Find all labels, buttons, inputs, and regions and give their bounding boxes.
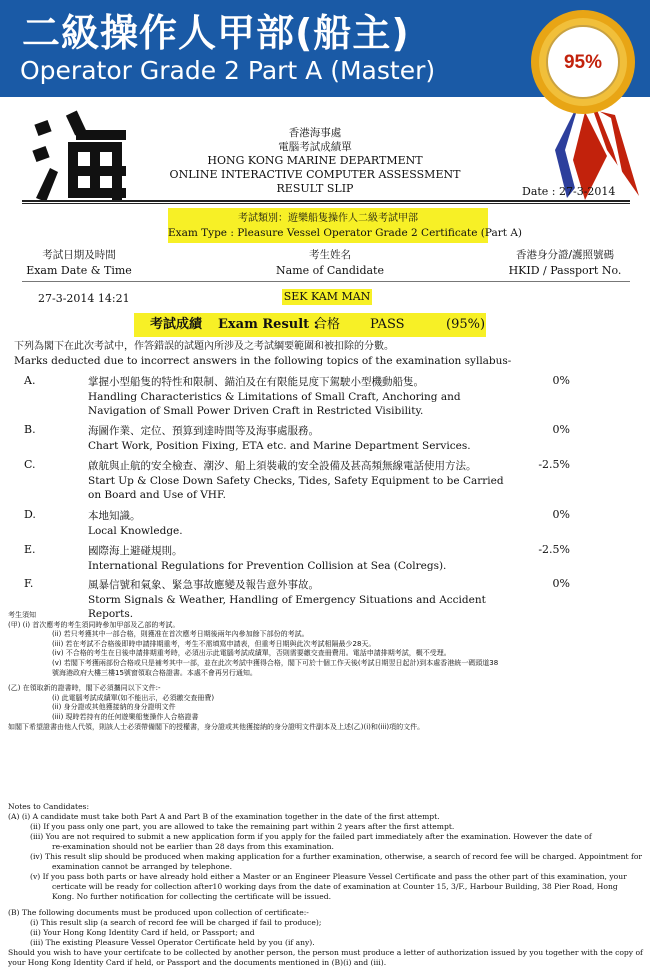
note-line: (A) (i) A candidate must take both Part A and Part B of the examination together in the date of the first attempt.	[8, 812, 440, 821]
marine-department-logo-icon	[30, 108, 130, 204]
candidate-name-value: SEK KAM MAN	[283, 290, 371, 303]
topic-title-zh: 掌握小型船隻的特性和限制、錨泊及在有限能見度下駕駛小型機動船隻。	[88, 376, 424, 388]
topic-title-zh: 啟航與止航的安全檢查、潮汐、船上須裝載的安全設備及甚高頻無線電話使用方法。	[88, 460, 477, 472]
note-line: (ii) Your Hong Kong Identity Card if held, or Passport; and	[30, 928, 255, 937]
note-line: (v) If you pass both parts or have already hold either a Master or an Engineer Pleasure Vessel Certificate and pass the other part of this examination, your	[30, 872, 627, 881]
topic-title-en: Start Up & Close Down Safety Checks, Tides, Safety Equipment to be Carried on Board and Use of VHF.	[88, 475, 504, 501]
columns-divider	[22, 281, 630, 282]
note-line: (i) 此電腦考試成績單(如不能出示，必須繳交查冊費)	[52, 693, 215, 702]
banner-title-zh: 二級操作人甲部(船主)	[22, 11, 410, 55]
exam-datetime-value: 27-3-2014 14:21	[38, 292, 130, 305]
note-line: Should you wish to have your certifcate to be collected by another person, the person must produce a letter of authorization issued by you together with the copy of	[8, 948, 643, 957]
result-percent: (95%)	[446, 317, 486, 332]
note-line: 考生須知	[8, 611, 36, 619]
note-line: Kong. No further notification for collecting the certificate will be issued.	[52, 892, 332, 901]
topic-deduction: 0%	[552, 508, 570, 521]
notes-to-candidates-zh	[8, 611, 648, 732]
topic-letter: E.	[24, 543, 36, 556]
dept-name-zh: 香港海事處	[288, 127, 342, 139]
notes-to-candidates-en	[8, 802, 648, 968]
issue-date: Date : 27-3-2014	[522, 185, 616, 198]
header-divider-thin	[22, 203, 630, 204]
note-line: (ii) 身分證或其他獲接納的身分證明文件	[52, 703, 176, 712]
dept-name-en: HONG KONG MARINE DEPARTMENT	[207, 154, 423, 167]
award-rosette-icon	[515, 0, 650, 200]
exam-result-box	[134, 313, 486, 337]
result-label-en: Exam Result :	[218, 317, 319, 332]
topic-title-en: Chart Work, Position Fixing, ETA etc. and Marine Department Services.	[88, 440, 471, 452]
exam-type-zh: 考試類別：遊樂船隻操作人二級考試甲部	[238, 213, 418, 224]
exam-date-header: 考試日期及時間 Exam Date & Time	[26, 249, 132, 277]
score-badge: 95%	[563, 52, 603, 73]
note-line: (B) The following documents must be produced upon collection of certificate:-	[8, 908, 309, 917]
result-value-zh: 合格	[314, 317, 341, 332]
note-line: 號海港政府大樓三樓15號窗領取合格證書。本處不會再另行通知。	[52, 668, 257, 677]
topic-deduction: -2.5%	[538, 458, 570, 471]
topic-letter: F.	[24, 577, 34, 590]
topic-title-zh: 風暴信號和氣象、緊急事故應變及報告意外事故。	[88, 579, 319, 591]
note-line: (甲) (i) 首次應考的考生須同時參加甲部及乙部的考試。	[8, 620, 180, 629]
note-line: your Hong Kong Identity Card if held, or Passport and the documents mentioned in (B)(i) and (iii).	[8, 958, 387, 967]
note-line: (ii) If you pass only one part, you are allowed to take the remaining part within 2 years after the first attempt.	[30, 822, 455, 831]
note-line: (iv) 不合格的考生在日後申請排期重考時，必須出示此電腦考試成績單，否則需要繳交查冊費用。電話申請排期考試，概不受理。	[52, 649, 451, 658]
result-label-zh: 考試成績	[150, 317, 203, 332]
note-line: (iii) 若在考試不合格後即時申請排期重考，考生不需填寫申請表，但重考日期與此次考試相隔最少28天。	[52, 639, 376, 648]
topic-deduction: 0%	[552, 423, 570, 436]
header-divider	[22, 200, 630, 202]
assessment-name-en: ONLINE INTERACTIVE COMPUTER ASSESSMENT	[169, 168, 461, 181]
banner-title-en: Operator Grade 2 Part A (Master)	[20, 56, 436, 85]
deduction-intro: 下列為閣下在此次考試中，作答錯誤的試題內所涉及之考試綱要範圍和被扣除的分數。 Marks deducted due to incorrect answers in the following topics of the examination syllabus-	[14, 341, 512, 367]
id-header: 香港身分證/護照號碼 HKID / Passport No.	[508, 249, 622, 277]
note-line: (乙) 在領取新的證書時，閣下必須攜同以下文件:-	[8, 684, 161, 693]
topic-letter: B.	[24, 423, 36, 436]
topic-title-zh: 國際海上避碰規則。	[88, 545, 183, 557]
topic-deduction: 0%	[552, 374, 570, 387]
topic-title-en: Handling Characteristics & Limitations of Small Craft, Anchoring and Navigation of Small Power Driven Craft in Restricted Visibility.	[88, 391, 461, 417]
result-value-en: PASS	[370, 317, 405, 332]
note-line: examination cannot be arranged by telephone.	[52, 862, 233, 871]
topic-title-en: Storm Signals & Weather, Handling of Emergency Situations and Accident Reports.	[88, 594, 486, 620]
topic-title-zh: 海圖作業、定位、預算到達時間等及海事處服務。	[88, 425, 319, 437]
result-slip-title: RESULT SLIP	[276, 182, 354, 195]
topic-letter: A.	[24, 374, 36, 387]
note-line: (i) This result slip (a search of record fee will be charged if fail to produce);	[30, 918, 322, 927]
note-line: (iii) 現時若持有的任何遊樂船隻操作人合格證書	[52, 712, 199, 721]
topic-letter: C.	[24, 458, 36, 471]
exam-type-box	[168, 208, 523, 243]
topic-title-en: International Regulations for Prevention Collision at Sea (Colregs).	[88, 560, 447, 572]
topic-deduction: 0%	[552, 577, 570, 590]
candidate-name-header: 考生姓名 Name of Candidate	[276, 249, 384, 277]
note-line: Notes to Candidates:	[8, 802, 90, 811]
note-line: 如閣下希望證書由他人代領，則該人士必須帶備閣下的授權書，身分證或其他獲接納的身分證明文件副本及上述(乙)(i)和(iii)項的文件。	[8, 722, 425, 731]
note-line: certicate will be ready for collection after10 working days from the date of examination at Counter 15, 3/F., Harbour Building, 38 Pier Road, Hong	[52, 882, 618, 891]
topic-deduction: -2.5%	[538, 543, 570, 556]
note-line: (v) 若閣下考獲兩部份合格或只是補考其中一部，並在此次考試中獲得合格，閣下可於十個工作天後(考試日期翌日起計)到本處香港統一碼頭道38	[52, 658, 499, 667]
topic-letter: D.	[24, 508, 36, 521]
note-line: re-examination should not be earlier than 28 days from this examination.	[52, 842, 334, 851]
note-line: (iii) You are not required to submit a new application form if you apply for the failed part immediately after the examination. However the date of	[30, 832, 592, 841]
slip-name-zh: 電腦考試成績單	[278, 141, 352, 153]
note-line: (iv) This result slip should be produced when making application for a further examination, otherwise, a search of record fee will be charged. Appointment for	[30, 852, 643, 861]
exam-type-en: Exam Type : Pleasure Vessel Operator Grade 2 Certificate (Part A)	[168, 227, 523, 239]
department-header	[150, 126, 480, 196]
note-line: (ii) 若只考獲其中一部合格，則獲准在首次應考日期後兩年內參加餘下部份的考試。	[52, 630, 309, 639]
topic-title-en: Local Knowledge.	[88, 525, 183, 537]
note-line: (iii) The existing Pleasure Vessel Operator Certificate held by you (if any).	[30, 938, 315, 947]
topic-title-zh: 本地知識。	[88, 510, 141, 522]
